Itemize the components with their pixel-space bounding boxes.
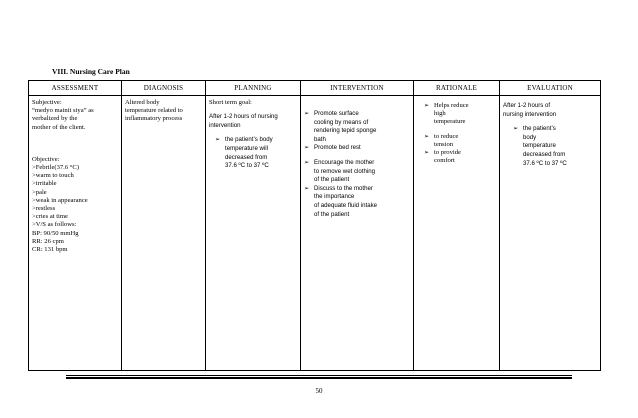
rationale-item bbox=[424, 149, 496, 165]
header-rationale: RATIONALE bbox=[414, 81, 500, 96]
intervention-cell bbox=[301, 96, 414, 371]
header-planning: PLANNING bbox=[206, 81, 301, 96]
intervention-item bbox=[304, 185, 410, 219]
assessment-line: “medyo mainit siya” as bbox=[32, 107, 94, 115]
planning-bullet-line: 37.6 ºC to 37 ºC bbox=[225, 162, 269, 170]
assessment-line: >weak in appearance bbox=[32, 196, 88, 204]
arrow-bullet-icon: ➢ bbox=[513, 125, 519, 133]
intervention-line: of adequate fluid intake bbox=[314, 201, 378, 209]
arrow-bullet-icon: ➢ bbox=[304, 144, 310, 152]
intervention-line: Promote surface bbox=[314, 110, 359, 117]
evaluation-line: nursing intervention bbox=[503, 110, 557, 118]
table-header-row bbox=[29, 81, 601, 96]
assessment-line: mother of the client. bbox=[32, 123, 86, 131]
assessment-line: >cries at time bbox=[32, 213, 68, 221]
intervention-line: rendering tepid sponge bbox=[314, 127, 377, 135]
table-row bbox=[29, 96, 601, 371]
arrow-bullet-icon: ➢ bbox=[304, 184, 310, 192]
nursing-care-plan-table bbox=[28, 80, 601, 371]
intervention-item bbox=[304, 110, 410, 144]
intervention-line: Discuss to the mother bbox=[314, 184, 373, 192]
header-assessment: ASSESSMENT bbox=[29, 81, 122, 96]
planning-line: After 1-2 hours of nursing bbox=[209, 113, 278, 121]
footer-rule bbox=[66, 377, 572, 379]
arrow-bullet-icon: ➢ bbox=[215, 136, 221, 144]
diagnosis-line: inflammatory process bbox=[125, 115, 183, 123]
rationale-line: comfort bbox=[434, 157, 455, 165]
assessment-line: >Febrile(37.6 °C) bbox=[32, 164, 80, 172]
diagnosis-cell bbox=[122, 96, 206, 371]
assessment-line: verbalized by the bbox=[32, 115, 78, 123]
planning-bullet-line: temperature will bbox=[225, 144, 269, 152]
assessment-line: RR: 26 cpm bbox=[32, 237, 64, 245]
intervention-item bbox=[304, 144, 410, 153]
intervention-item bbox=[304, 159, 410, 185]
evaluation-bullet-line: the patient’s bbox=[523, 125, 556, 133]
intervention-line: to remove wet clothing bbox=[314, 167, 375, 175]
assessment-line: >pale bbox=[32, 188, 47, 196]
objective-label: Objective: bbox=[32, 155, 60, 163]
arrow-bullet-icon: ➢ bbox=[304, 158, 310, 166]
planning-bullet-line: decreased from bbox=[225, 153, 268, 161]
assessment-line: >irritable bbox=[32, 180, 57, 188]
assessment-line: >warm to touch bbox=[32, 172, 74, 180]
rationale-item bbox=[424, 133, 496, 149]
rationale-line: Helps reduce bbox=[434, 102, 469, 109]
assessment-cell bbox=[29, 96, 122, 371]
intervention-line: Promote bed rest bbox=[314, 144, 361, 152]
planning-goal-label: Short term goal: bbox=[209, 99, 252, 106]
intervention-line: of the patient bbox=[314, 176, 350, 184]
rationale-line: high bbox=[434, 110, 446, 118]
planning-bullet-line: the patient’s body bbox=[225, 136, 273, 144]
intervention-line: bath bbox=[314, 135, 326, 143]
arrow-bullet-icon: ➢ bbox=[424, 149, 430, 157]
arrow-bullet-icon: ➢ bbox=[424, 102, 430, 109]
rationale-item bbox=[424, 102, 496, 127]
section-title: VIII. Nursing Care Plan bbox=[52, 67, 130, 76]
diagnosis-line: temperature related to bbox=[125, 107, 183, 115]
arrow-bullet-icon: ➢ bbox=[304, 110, 310, 117]
evaluation-bullet-line: 37.6 ºC to 37 ºC bbox=[523, 159, 567, 167]
header-evaluation: EVALUATION bbox=[500, 81, 601, 96]
footer-rule bbox=[66, 375, 572, 376]
rationale-line: temperature bbox=[434, 118, 466, 126]
evaluation-cell bbox=[500, 96, 601, 371]
header-intervention: INTERVENTION bbox=[301, 81, 414, 96]
evaluation-bullet-line: temperature bbox=[523, 142, 556, 150]
intervention-line: the importance bbox=[314, 193, 355, 201]
evaluation-line: After 1-2 hours of bbox=[503, 102, 551, 109]
intervention-line: cooling by means of bbox=[314, 118, 369, 126]
assessment-line: >restless bbox=[32, 205, 56, 213]
assessment-line: BP: 90/50 mmHg bbox=[32, 229, 79, 237]
assessment-line: CR: 131 bpm bbox=[32, 246, 68, 254]
rationale-cell bbox=[414, 96, 500, 371]
arrow-bullet-icon: ➢ bbox=[424, 132, 430, 140]
planning-cell bbox=[206, 96, 301, 371]
planning-line: intervention bbox=[209, 121, 241, 129]
rationale-line: to reduce bbox=[434, 132, 459, 140]
evaluation-bullet bbox=[513, 125, 597, 168]
evaluation-bullet-line: body bbox=[523, 133, 537, 141]
header-diagnosis: DIAGNOSIS bbox=[122, 81, 206, 96]
rationale-line: to provide bbox=[434, 149, 461, 157]
page-number: 50 bbox=[315, 387, 323, 395]
intervention-line: Encourage the mother bbox=[314, 158, 375, 166]
evaluation-bullet-line: decreased from bbox=[523, 150, 566, 158]
assessment-line: Subjective: bbox=[32, 99, 62, 106]
diagnosis-line: Altered body bbox=[125, 99, 160, 106]
assessment-line: >V/S as follows: bbox=[32, 221, 77, 229]
rationale-line: tension bbox=[434, 140, 454, 148]
intervention-line: of the patient bbox=[314, 210, 350, 218]
planning-bullet bbox=[209, 136, 297, 170]
